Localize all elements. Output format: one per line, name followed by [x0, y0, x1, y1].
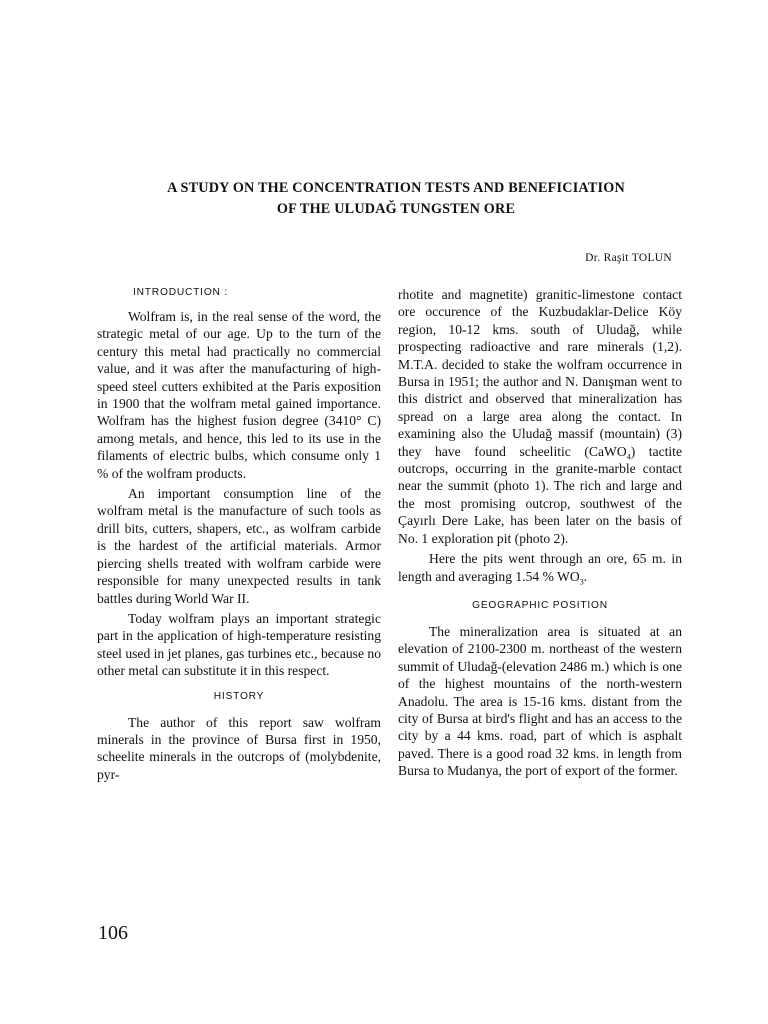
subscript-3: 3 [579, 577, 584, 587]
geographic-position-heading: GEOGRAPHIC POSITION [472, 599, 608, 611]
page-number: 106 [98, 922, 128, 944]
ore-text-part-1: Here the pits went through an ore, 65 m. in length and averaging 1.54 % WO [398, 551, 682, 584]
history-paragraph-2 [398, 550, 682, 585]
left-column [97, 286, 381, 783]
article-title [96, 178, 696, 220]
right-column [398, 286, 682, 780]
history-paragraph-1: The author of this report saw wolfram minerals in the province of Bursa first in 1950, scheelite minerals in the outcrops of (molybdenite, pyr- [97, 714, 381, 782]
subscript-4: 4 [626, 452, 631, 462]
history-heading: HISTORY [213, 690, 265, 702]
history-text-part-2: ) tactite outcrops, occurring in the granite-marble contact near the summit (photo 1). The rich and large and the most promising outcrop, southwest of the Çayırlı Dere Lake, has been later on the basis of No. 1 exploration pit (photo 2). [398, 443, 682, 546]
title-line-1: A STUDY ON THE CONCENTRATION TESTS AND BENEFICIATION [167, 180, 625, 196]
intro-paragraph-2: An important consumption line of the wolfram metal is the manufacture of such tools as drill bits, cutters, shapers, etc., as wolfram carbide is the hardest of the artificial materials. Armor piercing shells treated with wolfram carbide were responsible for many unexpected results in tank battles during World War II. [97, 486, 381, 606]
history-paragraph-continued [398, 286, 682, 547]
geographic-paragraph-1: The mineralization area is situated at an elevation of 2100-2300 m. northeast of the western summit of Uludağ-(elevation 2486 m.) which is one of the highest mountains of the north-western Anadolu. The area is 15-16 kms. distant from the city of Bursa at bird's flight and has an access to the city by a 44 kms. road, part of which is asphalt paved. There is a good road 32 kms. in length from Bursa to Mudanya, the port of export of the former. [398, 623, 682, 779]
history-text-part-1: rhotite and magnetite) granitic-limestone contact ore occurence of the Kuzbudaklar-Delice Köy region, 10-12 kms. south of Uludağ, while prospecting radioactive and rare minerals (1,2). M.T.A. decided to stake the wolfram occurrence in Bursa in 1951; the author and N. Danışman went to this district and observed that mineralization has spread on a large area along the contact. In examining also the Uludağ massif (mountain) (3) they have found scheelitic (CaWO [398, 287, 682, 459]
author-name: Dr. Raşit TOLUN [585, 252, 672, 264]
intro-paragraph-1: Wolfram is, in the real sense of the word, the strategic metal of our age. Up to the turn of the century this metal had practically no commercial value, and it was after the manufacturing of high-speed steel cutters exhibited at the Paris exposition in 1900 that the wolfram metal gained importance. Wolfram has the highest fusion degree (3410° C) among metals, and hence, this led to its use in the filaments of electric bulbs, which consume only 1 % of the wolfram products. [97, 309, 381, 481]
title-line-2: OF THE ULUDAĞ TUNGSTEN ORE [276, 201, 516, 217]
ore-text-part-2: . [583, 568, 588, 584]
introduction-heading: INTRODUCTION : [133, 287, 228, 298]
intro-paragraph-3: Today wolfram plays an important strategic part in the application of high-temperature resisting steel used in jet planes, gas turbines etc., because no other metal can substitute it in this respect. [97, 610, 381, 679]
